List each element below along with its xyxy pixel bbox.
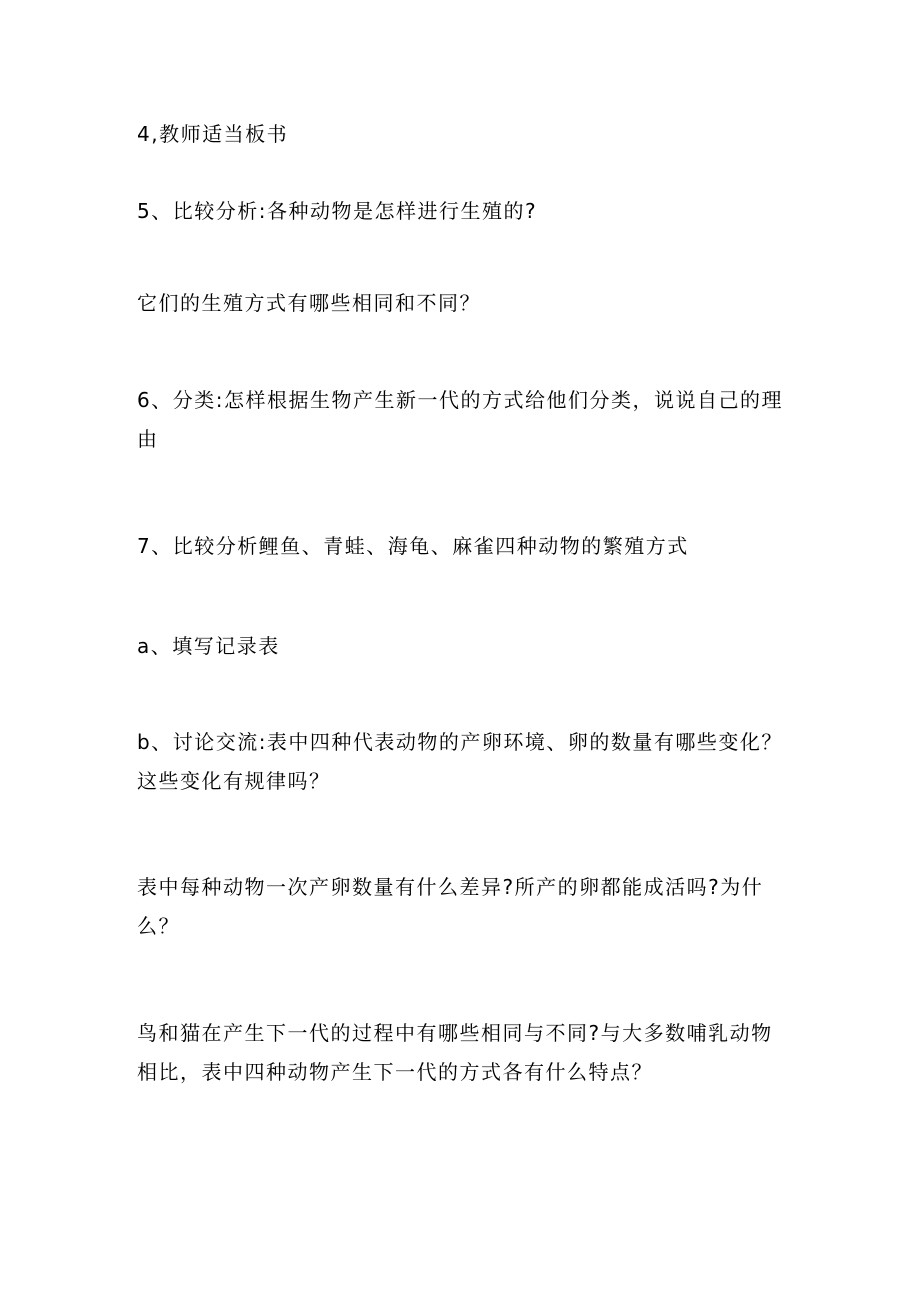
paragraph-similarities-differences xyxy=(137,284,797,323)
text-line: 7、比较分析鲤鱼、青蛙、海龟、麻雀四种动物的繁殖方式 xyxy=(137,534,689,558)
text-line: 这些变化有规律吗？ xyxy=(137,769,331,793)
text-line: 由 xyxy=(137,427,159,451)
text-line: 么？ xyxy=(137,914,180,938)
paragraph-egg-quantity xyxy=(137,868,797,946)
paragraph-bird-cat xyxy=(137,1014,797,1092)
text-line: 它们的生殖方式有哪些相同和不同？ xyxy=(137,291,481,315)
paragraph-record-table xyxy=(137,627,797,666)
text-line: 相比，表中四种动物产生下一代的方式各有什么特点？ xyxy=(137,1060,653,1084)
paragraph-classification xyxy=(137,381,797,459)
paragraph-discussion xyxy=(137,723,797,801)
text-line: 4,教师适当板书 xyxy=(137,122,289,146)
paragraph-teacher-board xyxy=(137,115,797,154)
paragraph-four-animals xyxy=(137,527,797,566)
text-line: 6、分类:怎样根据生物产生新一代的方式给他们分类，说说自己的理 xyxy=(137,388,783,412)
text-line: b、讨论交流:表中四种代表动物的产卵环境、卵的数量有哪些变化？ xyxy=(137,730,783,754)
text-line: 表中每种动物一次产卵数量有什么差异?所产的卵都能成活吗?为什 xyxy=(137,875,764,899)
text-line: 鸟和猫在产生下一代的过程中有哪些相同与不同?与大多数哺乳动物 xyxy=(137,1021,773,1045)
paragraph-compare-reproduction xyxy=(137,192,797,231)
text-line: a、填写记录表 xyxy=(137,634,280,658)
text-line: 5、比较分析:各种动物是怎样进行生殖的? xyxy=(137,199,538,223)
